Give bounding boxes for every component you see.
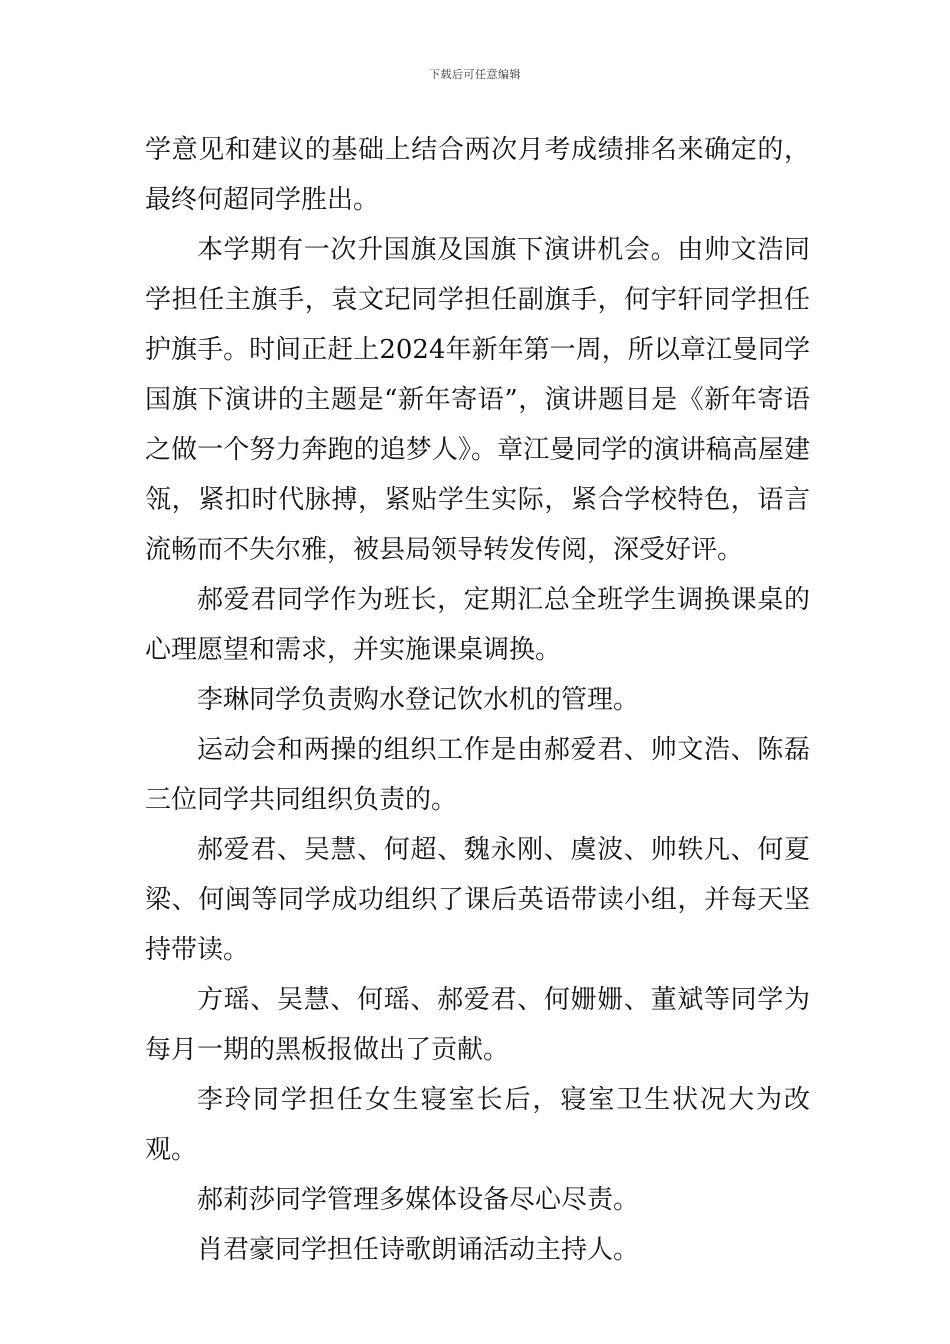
paragraph-flag-ceremony: 本学期有一次升国旗及国旗下演讲机会。由帅文浩同学担任主旗手，袁文玘同学担任副旗手，何宇轩同学担任护旗手。时间正赶上2024年新年第一周，所以章江曼同学国旗下演讲的主题是“新年寄语”，演讲题目是《新年寄语之做一个努力奔跑的追梦人》。章江曼同学的演讲稿高屋建瓴，紧扣时代脉搏，紧贴学生实际，紧合学校特色，语言流畅而不失尔雅，被县局领导转发传阅，深受好评。 bbox=[145, 235, 810, 565]
paragraph-blackboard: 方瑶、吴慧、何瑶、郝爱君、何姗姗、董斌等同学为每月一期的黑板报做出了贡献。 bbox=[145, 985, 810, 1065]
paragraph-class-monitor: 郝爱君同学作为班长，定期汇总全班学生调换课桌的心理愿望和需求，并实施课桌调换。 bbox=[145, 585, 810, 665]
paragraph-multimedia: 郝莉莎同学管理多媒体设备尽心尽责。 bbox=[197, 1185, 640, 1215]
document-body bbox=[145, 125, 810, 1275]
paragraph-water-dispenser: 李琳同学负责购水登记饮水机的管理。 bbox=[197, 685, 640, 715]
paragraph-continuation: 学意见和建议的基础上结合两次月考成绩排名来确定的，最终何超同学胜出。 bbox=[145, 135, 810, 215]
paragraph-sports-meet: 运动会和两操的组织工作是由郝爱君、帅文浩、陈磊三位同学共同组织负责的。 bbox=[145, 735, 810, 815]
paragraph-dormitory: 李玲同学担任女生寝室长后，寝室卫生状况大为改观。 bbox=[145, 1085, 810, 1165]
paragraph-poetry-host: 肖君豪同学担任诗歌朗诵活动主持人。 bbox=[197, 1235, 640, 1265]
paragraph-english-group: 郝爱君、吴慧、何超、魏永刚、虞波、帅轶凡、何夏梁、何闽等同学成功组织了课后英语带读小组，并每天坚持带读。 bbox=[145, 835, 810, 965]
page-header: 下载后可任意编辑 bbox=[429, 68, 521, 81]
